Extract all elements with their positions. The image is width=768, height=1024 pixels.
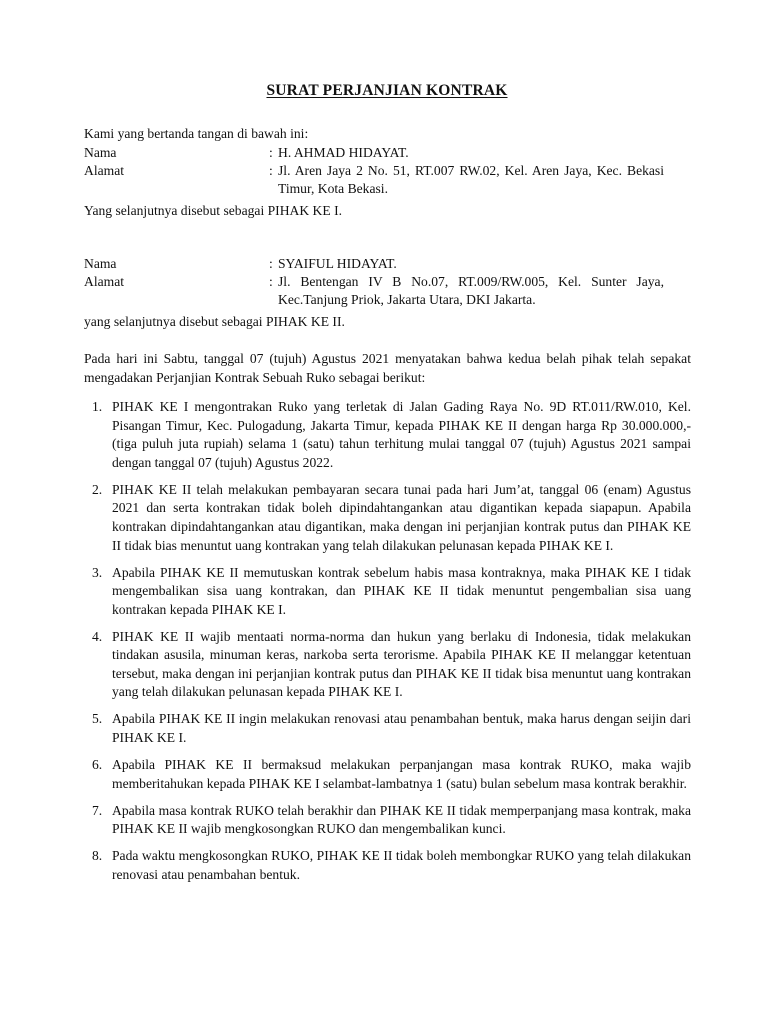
clause-text: Apabila PIHAK KE II memutuskan kontrak sebelum habis masa kontraknya, maka PIHAK KE I tidak mengembalikan sisa uang kontrakan, dan PIHAK KE II tidak menuntut pengembalian sisa uang kontrakan kepada PIHAK KE I.	[112, 564, 691, 617]
party-one-address-separator: :	[269, 163, 273, 178]
document-title: SURAT PERJANJIAN KONTRAK	[266, 82, 508, 99]
clause-item	[84, 802, 691, 839]
clause-item	[84, 710, 691, 747]
party-two-name-separator: :	[269, 256, 273, 271]
clause-text: PIHAK KE II telah melakukan pembayaran secara tunai pada hari Jum’at, tanggal 06 (enam) Agustus 2021 dan serta kontrakan tidak boleh dipindahtangankan atau digantikan kepada siapapun. Apabila kontrakan dipindahtangankan atau digantikan, maka dengan ini perjanjian kontrak putus dan PIHAK KE II tidak bias menuntut uang kontrakan yang telah dilakukan pelunasan kepada PIHAK KE I.	[112, 481, 691, 553]
clause-item	[84, 398, 691, 472]
clause-number: 1.	[92, 399, 103, 414]
party-two-name-value: SYAIFUL HIDAYAT.	[278, 256, 397, 271]
party-two-designation: yang selanjutnya disebut sebagai PIHAK KE II.	[84, 314, 345, 329]
party-two-address-separator: :	[269, 274, 273, 289]
clause-text: PIHAK KE II wajib mentaati norma-norma dan hukun yang berlaku di Indonesia, tidak melakukan tindakan asusila, minuman keras, narkoba serta terorisme. Apabila PIHAK KE II melanggar ketentuan tersebut, maka dengan ini perjanjian kontrak putus dan PIHAK KE II tidak bisa menuntut uang kontrakan yang telah dilakukan pelunasan kepada PIHAK KE I.	[112, 628, 691, 700]
clause-item	[84, 481, 691, 555]
clause-number: 5.	[92, 711, 103, 727]
party-one-name-label: Nama	[84, 145, 117, 160]
clause-item	[84, 564, 691, 620]
clause-number: 6.	[92, 757, 103, 773]
clause-number: 8.	[92, 848, 103, 864]
clause-item	[84, 847, 691, 884]
intro-paragraph: Pada hari ini Sabtu, tanggal 07 (tujuh) Agustus 2021 menyatakan bahwa kedua belah pihak telah sepakat mengadakan Perjanjian Kontrak Sebuah Ruko sebagai berikut:	[84, 351, 691, 385]
clause-number: 7.	[92, 802, 103, 818]
party-two-address-label: Alamat	[84, 274, 125, 289]
clause-list	[84, 398, 691, 893]
clause-item	[84, 628, 691, 702]
party-one-address-label: Alamat	[84, 163, 125, 178]
party-one-name-separator: :	[269, 145, 273, 160]
party-two-name-label: Nama	[84, 256, 117, 271]
party-two-address-value: Jl. Bentengan IV B No.07, RT.009/RW.005, Kel. Sunter Jaya, Kec.Tanjung Priok, Jakarta Utara, DKI Jakarta.	[278, 274, 664, 307]
opening-line: Kami yang bertanda tangan di bawah ini:	[84, 126, 309, 141]
clause-text: Apabila PIHAK KE II bermaksud melakukan perpanjangan masa kontrak RUKO, maka wajib memberitahukan kepada PIHAK KE I selambat-lambatnya 1 (satu) bulan sebelum masa kontrak berakhir.	[112, 757, 691, 791]
clause-text: Pada waktu mengkosongkan RUKO, PIHAK KE II tidak boleh membongkar RUKO yang telah dilakukan renovasi atau penambahan bentuk.	[112, 848, 691, 882]
party-one-designation: Yang selanjutnya disebut sebagai PIHAK KE I.	[84, 203, 342, 218]
party-one-name-value: H. AHMAD HIDAYAT.	[278, 145, 409, 160]
party-one-address-value: Jl. Aren Jaya 2 No. 51, RT.007 RW.02, Kel. Aren Jaya, Kec. Bekasi Timur, Kota Bekasi.	[278, 163, 664, 196]
clause-text: Apabila masa kontrak RUKO telah berakhir dan PIHAK KE II tidak memperpanjang masa kontrak, maka PIHAK KE II wajib mengkosongkan RUKO dan mengembalikan kunci.	[112, 802, 691, 837]
clause-number: 4.	[92, 628, 103, 644]
clause-text: PIHAK KE I mengontrakan Ruko yang terletak di Jalan Gading Raya No. 9D RT.011/RW.010, Kel. Pisangan Timur, Kec. Pulogadung, Jakarta Timur, kepada PIHAK KE II dengan harga Rp 30.000.000,- (tiga puluh juta rupiah) selama 1 (satu) tahun terhitung mulai tanggal 07 (tujuh) Agustus 2021 sampai dengan tanggal 07 (tujuh) Agustus 2022.	[112, 399, 691, 470]
clause-text: Apabila PIHAK KE II ingin melakukan renovasi atau penambahan bentuk, maka harus dengan seijin dari PIHAK KE I.	[112, 711, 691, 746]
clause-number: 2.	[92, 481, 103, 497]
clause-number: 3.	[92, 564, 103, 580]
clause-item	[84, 756, 691, 793]
